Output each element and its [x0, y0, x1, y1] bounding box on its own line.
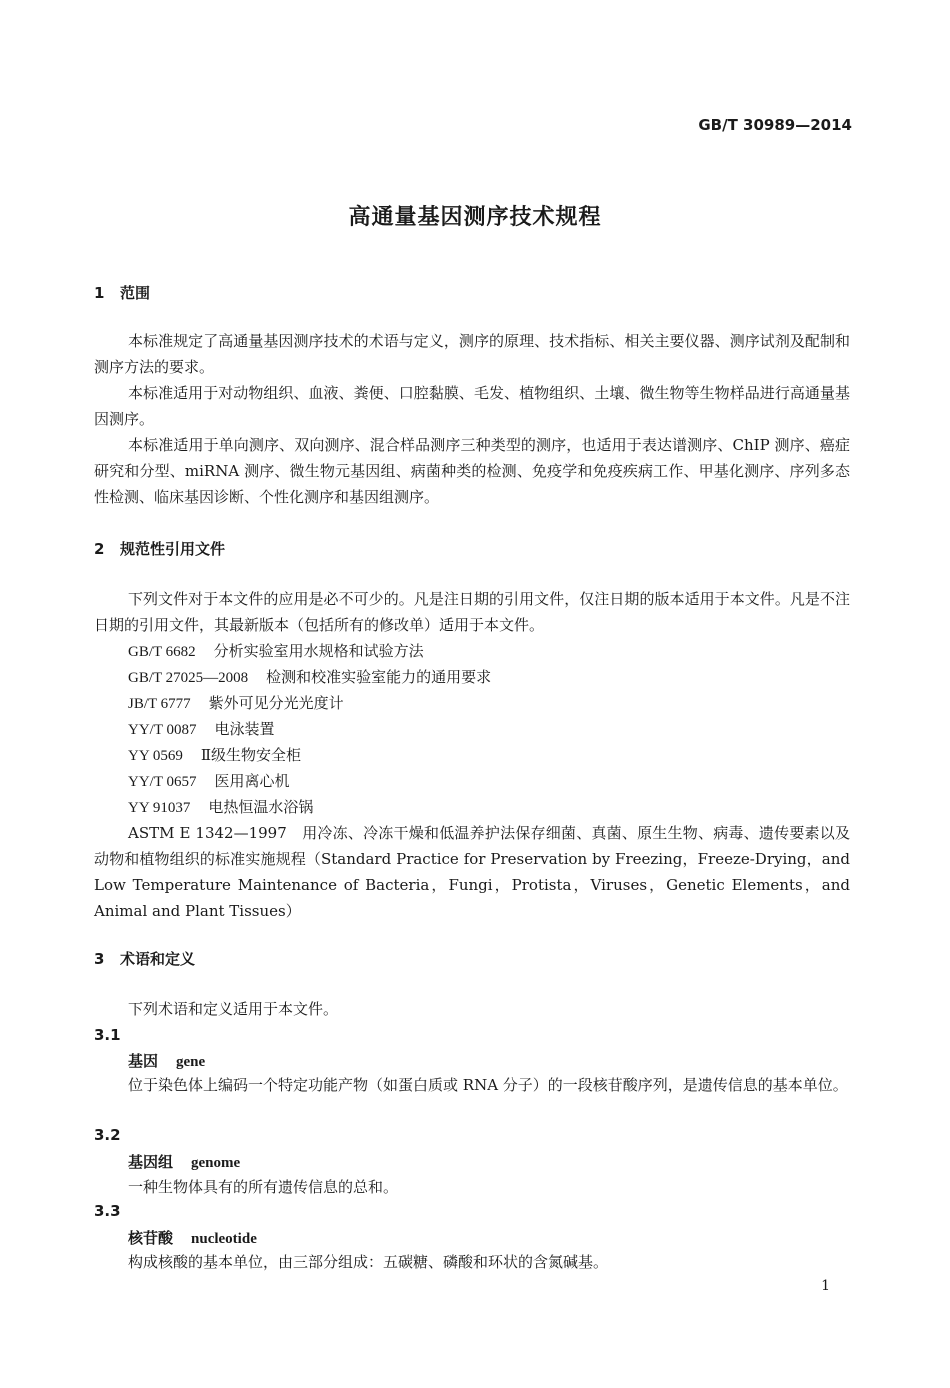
page-number: 1	[821, 1278, 830, 1294]
reference-code: YY 91037	[128, 800, 191, 816]
term-en: genome	[191, 1155, 241, 1171]
paragraph: 本标准规定了高通量基因测序技术的术语与定义，测序的原理、技术指标、相关主要仪器、测序试剂及配制和测序方法的要求。	[94, 332, 850, 376]
section-2-heading	[94, 538, 225, 559]
section-1-heading	[94, 282, 150, 303]
paragraph: 本标准适用于对动物组织、血液、粪便、口腔黏膜、毛发、植物组织、土壤、微生物等生物样品进行高通量基因测序。	[94, 384, 850, 428]
term-zh: 基因	[128, 1052, 159, 1070]
reference-item	[128, 794, 313, 821]
section-number: 1	[94, 284, 105, 302]
reference-name: 检测和校准实验室能力的通用要求	[266, 668, 492, 686]
reference-item	[128, 638, 424, 665]
reference-name: 紫外可见分光光度计	[208, 694, 344, 712]
reference-name: 电泳装置	[214, 720, 275, 738]
reference-code: YY/T 0087	[128, 722, 197, 738]
term-heading	[128, 1227, 257, 1248]
paragraph: 下列文件对于本文件的应用是必不可少的。凡是注日期的引用文件，仅注日期的版本适用于本文件。凡是不注日期的引用文件，其最新版本（包括所有的修改单）适用于本文件。	[94, 590, 850, 634]
term-zh: 核苷酸	[128, 1229, 174, 1247]
term-definition: 构成核酸的基本单位，由三部分组成：五碳糖、磷酸和环状的含氮碱基。	[128, 1253, 609, 1271]
section-3-heading	[94, 948, 195, 969]
paragraph: 下列术语和定义适用于本文件。	[128, 1000, 339, 1018]
reference-item	[128, 716, 275, 743]
term-heading	[128, 1151, 240, 1172]
standard-code: GB/T 30989—2014	[698, 116, 852, 134]
term-en: nucleotide	[191, 1231, 257, 1247]
term-number: 3.3	[94, 1202, 121, 1220]
term-number: 3.1	[94, 1026, 121, 1044]
reference-astm: ASTM E 1342—1997 用冷冻、冷冻干燥和低温养护法保存细菌、真菌、原生生物、病毒、遗传要素以及动物和植物组织的标准实施规程（Standard Practice for Preservation by Freezing，Freeze-Drying，and Low Temperature Maintenance of Bacteria，Fungi，Protista，Viruses，Genetic Elements，and Animal and Plant Tissues）	[94, 824, 850, 920]
reference-name: 分析实验室用水规格和试验方法	[213, 642, 424, 660]
section-title: 规范性引用文件	[120, 540, 226, 558]
section-number: 2	[94, 540, 105, 558]
reference-code: JB/T 6777	[128, 696, 191, 712]
section-title: 范围	[120, 284, 151, 302]
reference-code: YY 0569	[128, 748, 183, 764]
term-en: gene	[176, 1054, 206, 1070]
term-definition: 一种生物体具有的所有遗传信息的总和。	[128, 1178, 399, 1196]
term-definition: 位于染色体上编码一个特定功能产物（如蛋白质或 RNA 分子）的一段核苷酸序列，是遗传信息的基本单位。	[128, 1076, 848, 1094]
reference-code: GB/T 6682	[128, 644, 196, 660]
reference-code: YY/T 0657	[128, 774, 197, 790]
reference-name: 医用离心机	[214, 772, 290, 790]
paragraph: 本标准适用于单向测序、双向测序、混合样品测序三种类型的测序，也适用于表达谱测序、ChIP 测序、癌症研究和分型、miRNA 测序、微生物元基因组、病菌种类的检测、免疫学和免疫疾病工作、甲基化测序、序列多态性检测、临床基因诊断、个性化测序和基因组测序。	[94, 436, 850, 506]
reference-item	[128, 664, 491, 691]
section-number: 3	[94, 950, 105, 968]
document-title: 高通量基因测序技术规程	[348, 205, 602, 230]
section-title: 术语和定义	[120, 950, 196, 968]
reference-item	[128, 690, 344, 717]
term-heading	[128, 1050, 205, 1071]
reference-item	[128, 742, 301, 769]
reference-name: 电热恒温水浴锅	[208, 798, 314, 816]
term-number: 3.2	[94, 1126, 121, 1144]
reference-name: Ⅱ级生物安全柜	[200, 746, 302, 764]
reference-item	[128, 768, 290, 795]
reference-code: GB/T 27025—2008	[128, 670, 249, 686]
term-zh: 基因组	[128, 1153, 174, 1171]
